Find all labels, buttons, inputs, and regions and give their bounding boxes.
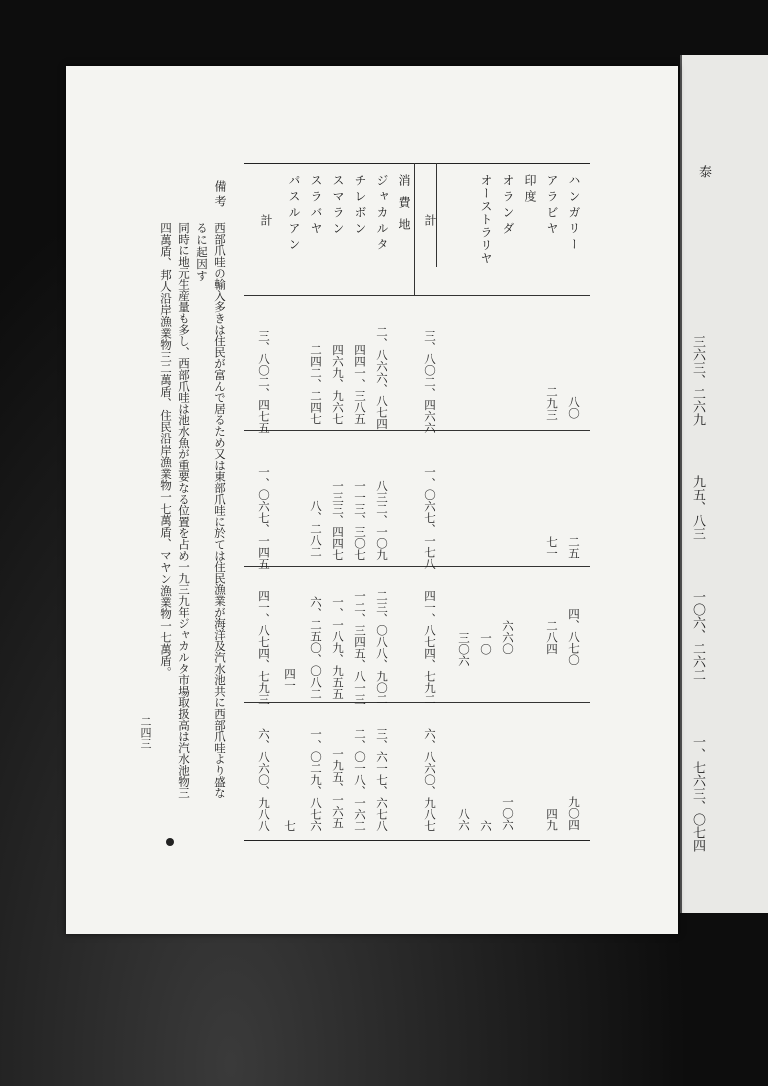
- cell: 三〇六: [457, 632, 471, 667]
- row-header: スマラン: [331, 174, 345, 238]
- next-page-value: 三六三、二六九: [690, 335, 705, 426]
- row-header: アラビヤ: [545, 174, 559, 238]
- cell: 一一三、三〇七: [353, 480, 367, 561]
- row-header: ハンガリー: [567, 174, 581, 254]
- cell: 八三二、一〇九: [375, 480, 389, 561]
- note-line: るに起因す: [195, 222, 209, 282]
- cell: 四四一、三八五: [353, 344, 367, 425]
- column-rule: [244, 430, 590, 431]
- cell: 三、八〇二、四六六: [423, 330, 437, 434]
- cell: 四一、八七四、七九三: [257, 590, 271, 705]
- table-header-rule: [244, 295, 590, 296]
- cell: 二、八六六、八七四: [375, 326, 389, 430]
- cell: 九〇四: [567, 796, 581, 831]
- cell: 八、二八二: [309, 500, 323, 558]
- cell: 七一: [545, 536, 559, 559]
- cell: 四、八七〇: [567, 608, 581, 666]
- cell: 四一、八七四、七九二: [423, 590, 437, 705]
- page-number: 二四三: [139, 716, 152, 749]
- cell: 三、八〇二、四七五: [257, 330, 271, 434]
- column-rule: [244, 566, 590, 567]
- cell: 一二、三四五、八一三: [353, 590, 367, 705]
- row-header: オーストラリヤ: [479, 174, 493, 265]
- cell: 六六〇: [501, 620, 515, 655]
- cell: 一九五、一六五: [331, 748, 345, 829]
- cell: 七: [283, 820, 297, 832]
- row-header: 印度: [523, 174, 537, 206]
- cell: 八〇: [567, 396, 581, 419]
- row-header-total: 計: [259, 214, 273, 232]
- cell: 八六: [457, 808, 471, 831]
- row-header-subtotal: 計: [423, 214, 437, 232]
- next-page-value: 一、七六三、〇七四: [690, 735, 705, 852]
- column-rule: [244, 702, 590, 703]
- row-header: オランダ: [501, 174, 515, 238]
- ink-dot: [166, 838, 174, 846]
- row-header: パスルアン: [287, 174, 301, 254]
- row-divider: [414, 163, 415, 295]
- cell: 六、八六〇、九八八: [257, 728, 271, 832]
- row-header: チレボン: [353, 174, 367, 238]
- cell: 二九三: [545, 386, 559, 421]
- row-header-section: 消費地: [397, 174, 411, 240]
- cell: 一、〇六七、一四五: [257, 466, 271, 570]
- note-line: 四萬盾、邦人沿岸漁業物三二萬盾、住民沿岸漁業物一七萬盾、マヤン漁業物一七萬盾。: [159, 222, 173, 679]
- cell: 六: [479, 820, 493, 832]
- cell: 六、八六〇、九八七: [423, 728, 437, 832]
- cell: 一〇六: [501, 796, 515, 831]
- cell: 四一: [283, 668, 297, 691]
- adjacent-page: [680, 55, 768, 913]
- cell: 一、〇六七、一七八: [423, 466, 437, 570]
- next-page-header: 泰: [696, 165, 711, 178]
- cell: 二三、〇八八、九〇二: [375, 590, 389, 705]
- cell: 六、二五〇、〇八二: [309, 596, 323, 700]
- row-header: スラバヤ: [309, 174, 323, 238]
- cell: 一三三、四四七: [331, 480, 345, 561]
- next-page-value: 一〇六、二六二: [690, 590, 705, 681]
- table-frame: [244, 163, 590, 841]
- cell: 一、〇二九、八七六: [309, 728, 323, 832]
- cell: 二、〇一八、一六二: [353, 728, 367, 832]
- cell: 四九: [545, 808, 559, 831]
- cell: 二八四: [545, 620, 559, 655]
- cell: 二五: [567, 536, 581, 559]
- cell: 二四二、二四七: [309, 344, 323, 425]
- cell: 三、六一七、六七八: [375, 728, 389, 832]
- cell: 一〇: [479, 632, 493, 655]
- cell: 四六九、九六七: [331, 344, 345, 425]
- note-line: 同時に地元生産量も多し、西部爪哇は池水魚が重要なる位置を占め一九三九年ジャカルタ市場取扱高は汽水池物三: [177, 222, 191, 799]
- cell: 一、一八九、九五五: [331, 596, 345, 700]
- next-page-value: 九五、八三: [690, 475, 705, 540]
- row-header: ジャカルタ: [375, 174, 389, 254]
- note-label: 備考: [213, 180, 227, 210]
- note-line: 西部爪哇の輸入多きは住民が富んで居るため又は東部爪哇に於ては住民漁業が海洋及汽水池共に西部爪哇より盛な: [213, 222, 227, 799]
